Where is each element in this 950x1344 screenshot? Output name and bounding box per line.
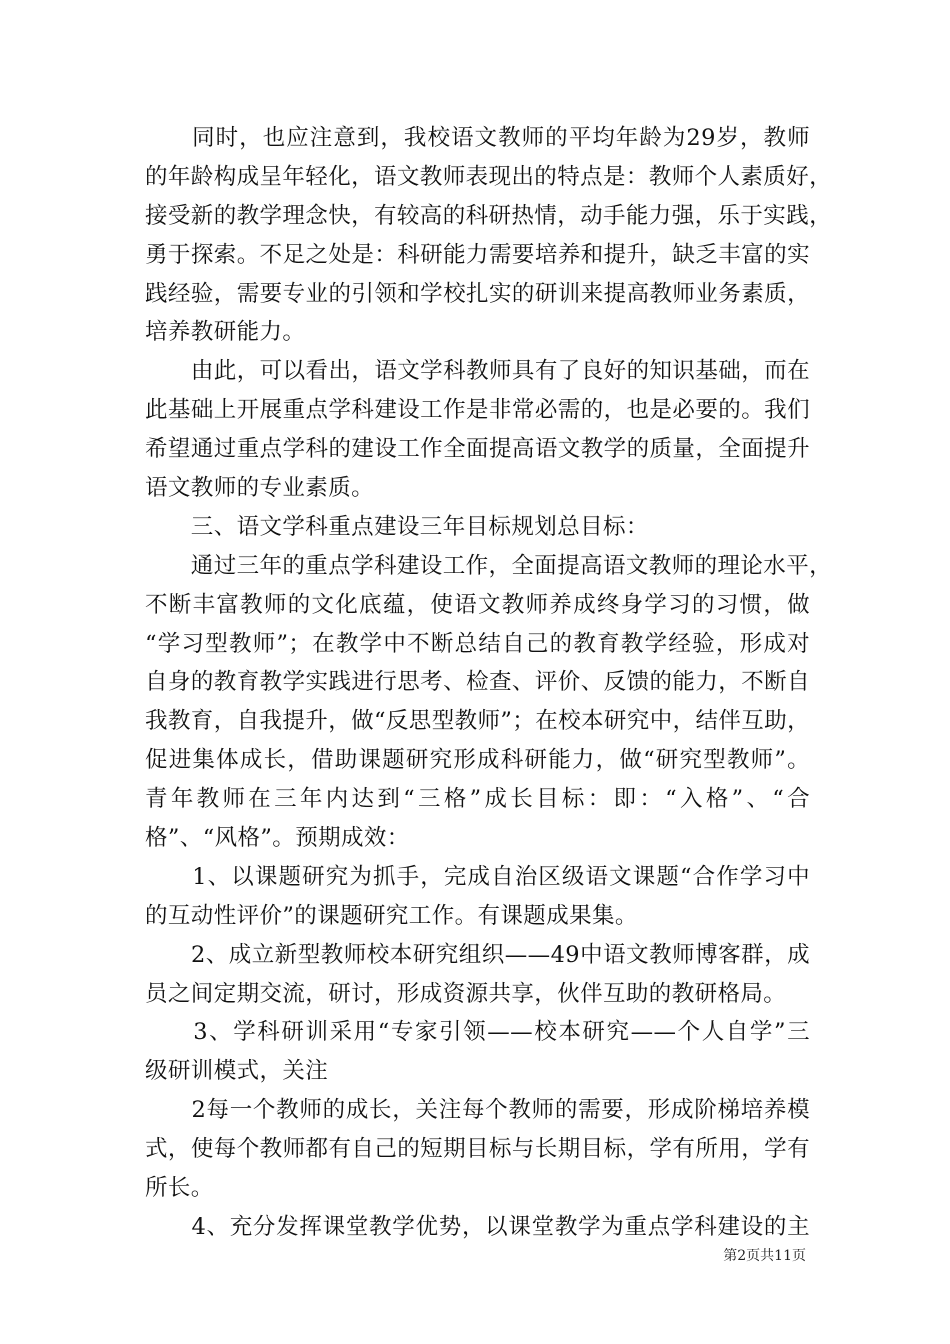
text-line: 3、学科研训采用“专家引领——校本研究——个人自学”三 [145, 1019, 810, 1046]
text-line: 自身的教育教学实践进行思考、检查、评价、反馈的能力，不断自 [145, 669, 810, 696]
text-line: 2每一个教师的成长，关注每个教师的需要，形成阶梯培养模 [145, 1097, 810, 1124]
text-line: 三、语文学科重点建设三年目标规划总目标： [145, 513, 649, 540]
text-line: 接受新的教学理念快，有较高的科研热情，动手能力强，乐于实践， [145, 202, 833, 229]
text-line: 4、充分发挥课堂教学优势，以课堂教学为重点学科建设的主 [145, 1213, 810, 1240]
text-line: “学习型教师”；在教学中不断总结自己的教育教学经验，形成对 [145, 630, 810, 657]
text-line: 不断丰富教师的文化底蕴，使语文教师养成终身学习的习惯，做 [145, 591, 810, 618]
body-text [145, 119, 833, 1247]
text-line: 格”、“风格”。预期成效： [145, 825, 410, 852]
text-line: 语文教师的专业素质。 [145, 475, 375, 502]
text-line: 级研训模式，关注 [145, 1058, 329, 1085]
page-number-footer: 第2页共11页 [723, 1248, 806, 1264]
text-line: 希望通过重点学科的建设工作全面提高语文教学的质量，全面提升 [145, 436, 810, 463]
text-line: 由此，可以看出，语文学科教师具有了良好的知识基础，而在 [145, 358, 810, 385]
text-line: 通过三年的重点学科建设工作，全面提高语文教师的理论水平， [145, 552, 833, 579]
text-line: 的年龄构成呈年轻化，语文教师表现出的特点是：教师个人素质好， [145, 163, 833, 190]
text-line: 促进集体成长，借助课题研究形成科研能力，做“研究型教师”。 [145, 747, 810, 774]
text-line: 青年教师在三年内达到“三格”成长目标：即：“入格”、“合 [145, 786, 810, 813]
text-line: 践经验，需要专业的引领和学校扎实的研训来提高教师业务素质， [145, 280, 810, 307]
text-line: 同时，也应注意到，我校语文教师的平均年龄为29岁，教师 [145, 125, 810, 151]
text-line: 2、成立新型教师校本研究组织——49中语文教师博客群，成 [145, 941, 810, 968]
text-line: 的互动性评价”的课题研究工作。有课题成果集。 [145, 902, 638, 929]
text-line: 式，使每个教师都有自己的短期目标与长期目标，学有所用，学有 [145, 1136, 810, 1163]
text-line: 我教育，自我提升，做“反思型教师”；在校本研究中，结伴互助， [145, 708, 811, 735]
text-line: 员之间定期交流，研讨，形成资源共享，伙伴互助的教研格局。 [145, 980, 787, 1007]
text-line: 1、以课题研究为抓手，完成自治区级语文课题“合作学习中 [145, 863, 810, 890]
text-line: 此基础上开展重点学科建设工作是非常必需的，也是必要的。我们 [145, 397, 810, 424]
text-line: 培养教研能力。 [145, 319, 306, 346]
text-line: 所长。 [145, 1175, 214, 1202]
text-line: 勇于探索。不足之处是：科研能力需要培养和提升，缺乏丰富的实 [145, 241, 810, 268]
